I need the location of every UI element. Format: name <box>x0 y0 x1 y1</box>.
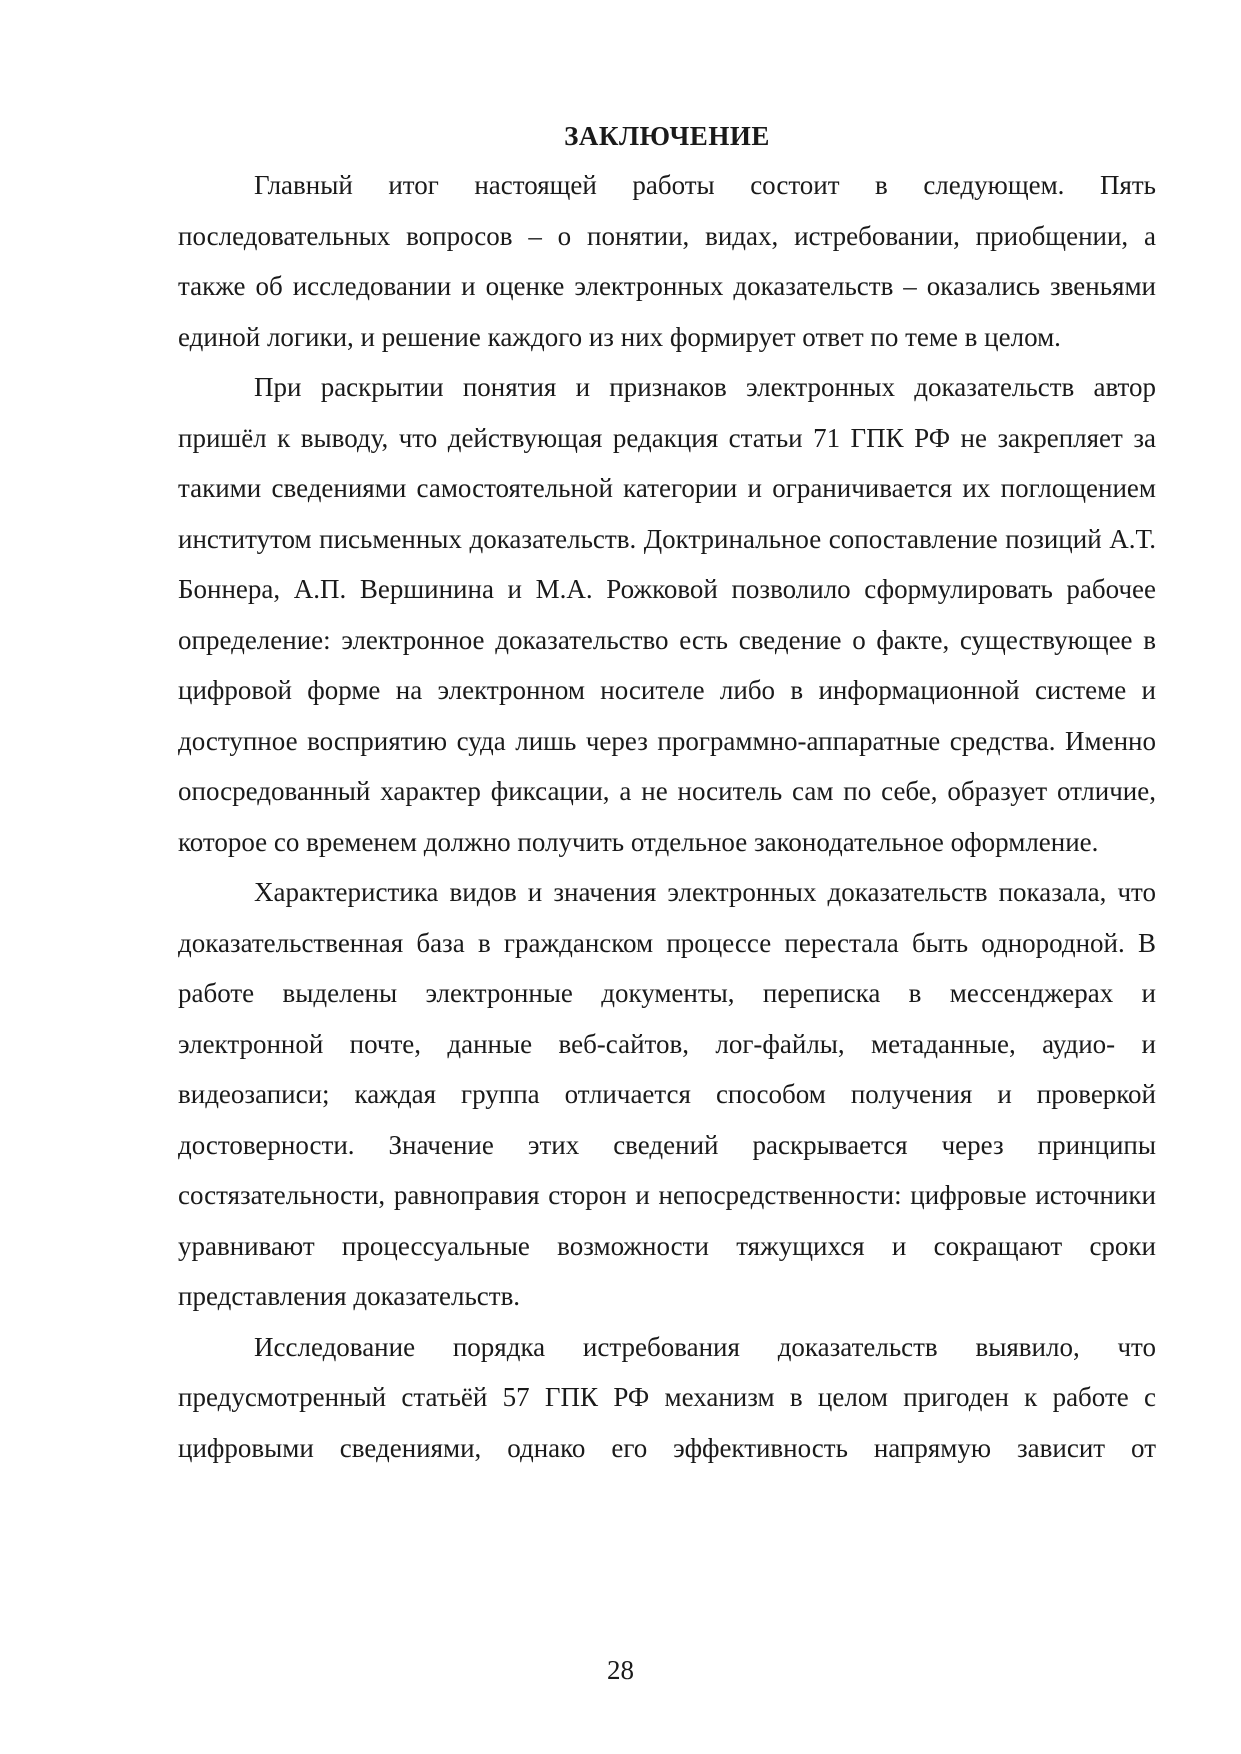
paragraph-3: Характеристика видов и значения электронных доказательств показала, что доказательственная база в гражданском процессе перестала быть однородной. В работе выделены электронные документы, переписка в мессенджерах и электронной почте, данные веб-сайтов, лог-файлы, метаданные, аудио- и видеозаписи; каждая группа отличается способом получения и проверкой достоверности. Значение этих сведений раскрывается через принципы состязательности, равноправия сторон и непосредственности: цифровые источники уравнивают процессуальные возможности тяжущихся и сокращают сроки представления доказательств. <box>178 877 1156 1311</box>
paragraph-2: При раскрытии понятия и признаков электронных доказательств автор пришёл к выводу, что действующая редакция статьи 71 ГПК РФ не закрепляет за такими сведениями самостоятельной категории и ограничивается их поглощением институтом письменных доказательств. Доктринальное сопоставление позиций А.Т. Боннера, А.П. Вершинина и М.А. Рожковой позволило сформулировать рабочее определение: электронное доказательство есть сведение о факте, существующее в цифровой форме на электронном носителе либо в информационной системе и доступное восприятию суда лишь через программно-аппаратные средства. Именно опосредованный характер фиксации, а не носитель сам по себе, образует отличие, которое со временем должно получить отдельное законодательное оформление. <box>178 372 1156 857</box>
document-page <box>178 118 1156 1473</box>
section-heading: ЗАКЛЮЧЕНИЕ <box>564 121 770 151</box>
paragraph-4: Исследование порядка истребования доказательств выявило, что предусмотренный статьёй 57 ГПК РФ механизм в целом пригоден к работе с цифровыми сведениями, однако его эффективность напрямую зависит от <box>178 1331 1156 1463</box>
paragraph-1: Главный итог настоящей работы состоит в следующем. Пять последовательных вопросов – о понятии, видах, истребовании, приобщении, а также об исследовании и оценке электронных доказательств – оказались звеньями единой логики, и решение каждого из них формирует ответ по теме в целом. <box>178 170 1156 352</box>
page-number: 28 <box>607 1655 634 1685</box>
